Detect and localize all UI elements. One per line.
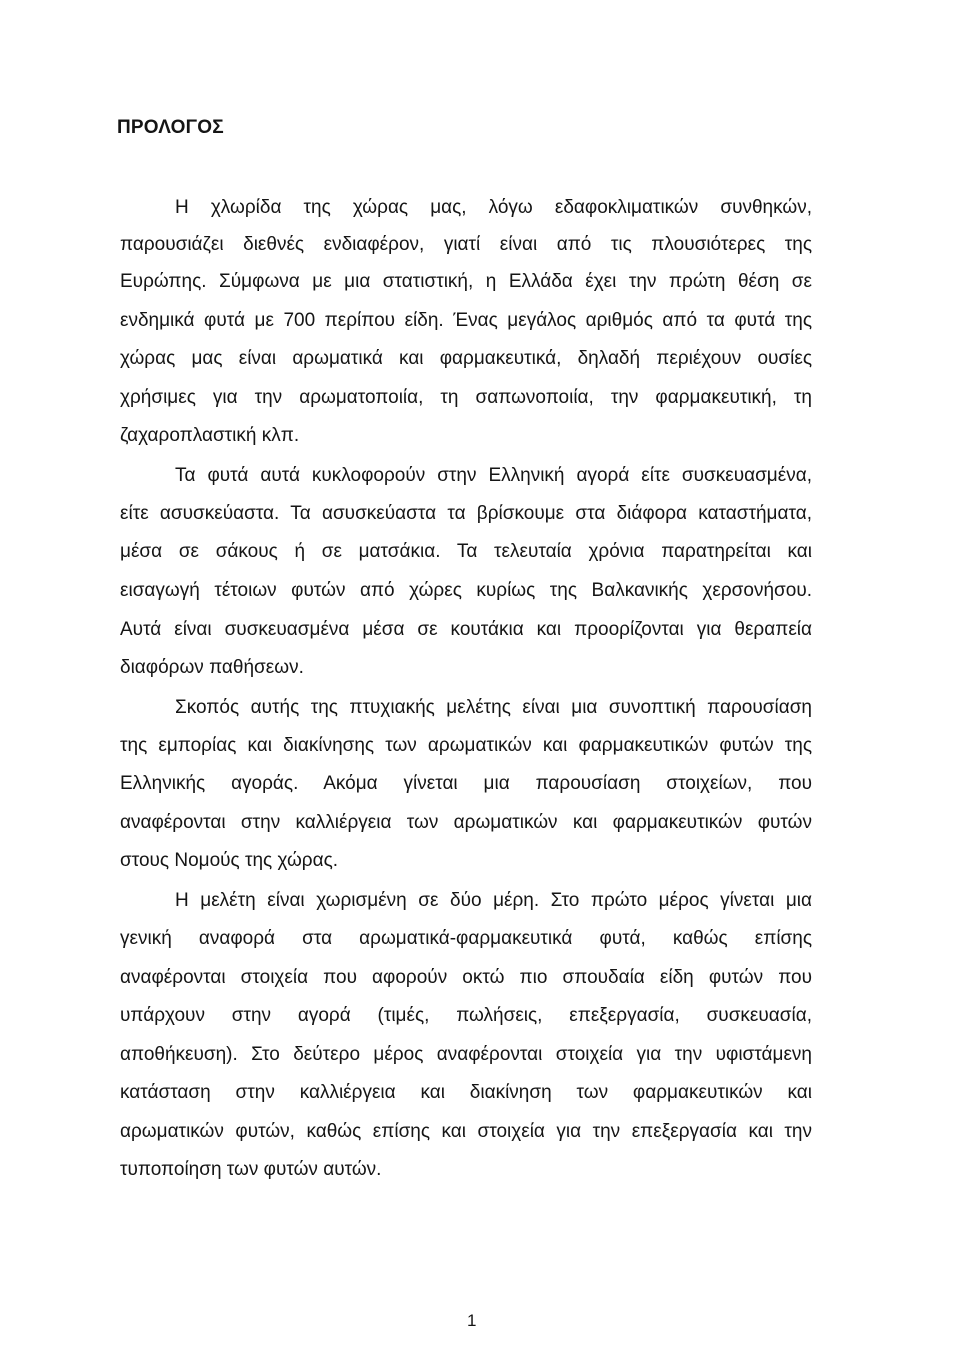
page-number: 1 (467, 1311, 477, 1330)
text-line: κατάσταση στην καλλιέργεια και διακίνηση των φαρμακευτικών και (120, 1082, 812, 1103)
text-line: της εμπορίας και διακίνησης των αρωματικών και φαρμακευτικών φυτών της (120, 735, 812, 756)
text-line: στους Νομούς της χώρας. (120, 850, 339, 871)
text-line: παρουσιάζει διεθνές ενδιαφέρον, γιατί είναι από τις πλουσιότερες της (120, 234, 812, 255)
text-line: είτε ασυσκεύαστα. Τα ασυσκεύαστα τα βρίσκουμε στα διάφορα καταστήματα, (120, 503, 812, 524)
text-line: Η χλωρίδα της χώρας μας, λόγω εδαφοκλιματικών συνθηκών, (175, 197, 812, 218)
text-line: Ελληνικής αγοράς. Ακόμα γίνεται μια παρουσίαση στοιχείων, που (120, 773, 812, 794)
text-line: χώρας μας είναι αρωματικά και φαρμακευτικά, δηλαδή περιέχουν ουσίες (120, 348, 812, 369)
page-title: ΠΡΟΛΟΓΟΣ (117, 117, 224, 138)
text-line: ενδημικά φυτά με 700 περίπου είδη. Ένας μεγάλος αριθμός από τα φυτά της (120, 310, 812, 331)
text-line: αναφέρονται στοιχεία που αφορούν οκτώ πιο σπουδαία είδη φυτών που (120, 967, 812, 988)
text-line: αποθήκευση). Στο δεύτερο μέρος αναφέρονται στοιχεία για την υφιστάμενη (120, 1044, 812, 1065)
text-line: αναφέρονται στην καλλιέργεια των αρωματικών και φαρμακευτικών φυτών (120, 812, 812, 833)
text-line: υπάρχουν στην αγορά (τιμές, πωλήσεις, επεξεργασία, συσκευασία, (120, 1005, 812, 1026)
text-line: εισαγωγή τέτοιων φυτών από χώρες κυρίως της Βαλκανικής χερσονήσου. (120, 580, 812, 601)
text-line: Σκοπός αυτής της πτυχιακής μελέτης είναι μια συνοπτική παρουσίαση (175, 697, 812, 718)
text-line: τυποποίηση των φυτών αυτών. (120, 1159, 382, 1180)
text-line: Ευρώπης. Σύμφωνα με μια στατιστική, η Ελλάδα έχει την πρώτη θέση σε (120, 271, 812, 292)
text-line: Η μελέτη είναι χωρισμένη σε δύο μέρη. Στο πρώτο μέρος γίνεται μια (175, 890, 812, 911)
text-line: χρήσιμες για την αρωματοποιία, τη σαπωνοποιία, την φαρμακευτική, τη (120, 387, 812, 408)
text-line: μέσα σε σάκους ή σε ματσάκια. Τα τελευταία χρόνια παρατηρείται και (120, 541, 812, 562)
text-line: Τα φυτά αυτά κυκλοφορούν στην Ελληνική αγορά είτε συσκευασμένα, (175, 465, 812, 486)
text-line: διαφόρων παθήσεων. (120, 657, 304, 678)
text-line: γενική αναφορά στα αρωματικά-φαρμακευτικά φυτά, καθώς επίσης (120, 928, 812, 949)
text-line: ζαχαροπλαστική κλπ. (120, 425, 300, 446)
text-line: αρωματικών φυτών, καθώς επίσης και στοιχεία για την επεξεργασία και την (120, 1121, 812, 1142)
text-line: Αυτά είναι συσκευασμένα μέσα σε κουτάκια και προορίζονται για θεραπεία (120, 619, 812, 640)
